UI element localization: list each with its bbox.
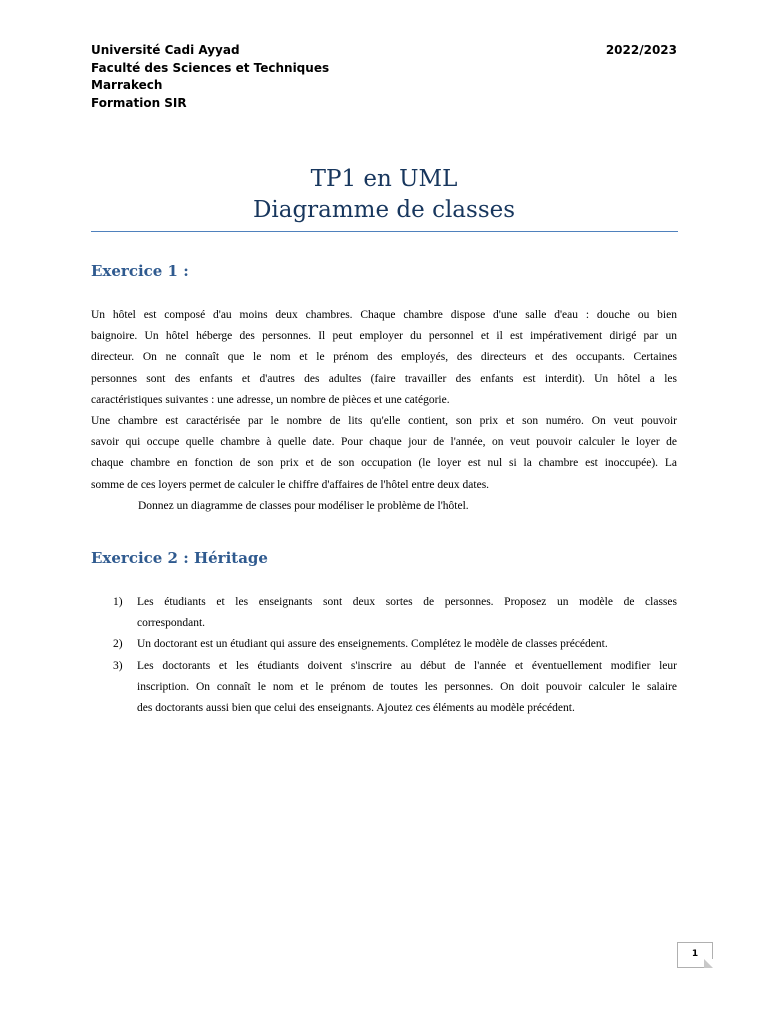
document-title: [0, 164, 768, 226]
list-item-line: Les doctorants et les étudiants doivent s'inscrire au début de l'année et éventuellement modifier leur: [137, 659, 677, 672]
academic-year: 2022/2023: [605, 43, 677, 57]
paragraph-line: chaque chambre en fonction de son prix et de son occupation (le loyer est nul si la chambre est inoccupée). La: [91, 457, 677, 470]
list-item-line: Les étudiants et les enseignants sont deux sortes de personnes. Proposez un modèle de classes: [137, 596, 677, 608]
list-item-line: Un doctorant est un étudiant qui assure des enseignements. Complétez le modèle de classes précédent.: [137, 638, 608, 651]
list-item-number: 3): [113, 659, 123, 672]
page-number: 1: [691, 949, 699, 959]
list-item: [91, 634, 677, 655]
paragraph-line: baignoire. Un hôtel héberge des personnes. Il peut employer du personnel et il est impérativement dirigé par un: [91, 330, 677, 343]
list-item: [91, 592, 677, 634]
exercise-1-text: [91, 305, 677, 517]
page-number-box: [677, 942, 713, 968]
paragraph-line: savoir qui occupe quelle chambre à quelle date. Pour chaque jour de l'année, on veut pouvoir calculer le loyer de: [91, 436, 677, 449]
paragraph-line: directeur. On ne connaît que le nom et le prénom des employés, des directeurs et des occupants. Certaines: [91, 351, 677, 364]
list-item-number: 1): [113, 596, 123, 608]
title-line-2: Diagramme de classes: [252, 197, 516, 223]
exercise-2-list: [91, 592, 677, 719]
paragraph-line: Un hôtel est composé d'au moins deux chambres. Chaque chambre dispose d'une salle d'eau : douche ou bien: [91, 309, 677, 321]
list-item-line: inscription. On connaît le nom et le prénom de toutes les personnes. On doit pouvoir calculer le salaire: [137, 680, 677, 693]
paragraph-line: somme de ces loyers permet de calculer le chiffre d'affaires de l'hôtel entre deux dates.: [91, 478, 490, 491]
university-name: Université Cadi Ayyad: [91, 43, 240, 57]
city-name: Marrakech: [91, 78, 163, 92]
list-item-line: correspondant.: [137, 617, 206, 630]
document-header: [91, 42, 677, 112]
program-name: Formation SIR: [91, 95, 187, 110]
institution-block: [91, 42, 677, 112]
instruction-line: Donnez un diagramme de classes pour modéliser le problème de l'hôtel.: [138, 499, 469, 512]
list-item-line: des doctorants aussi bien que celui des enseignants. Ajoutez ces éléments au modèle précédent.: [137, 701, 575, 714]
list-item-number: 2): [113, 638, 123, 651]
exercise-1-heading: Exercice 1 :: [91, 262, 189, 280]
list-item: [91, 656, 677, 720]
exercise-2-heading: Exercice 2 : Héritage: [91, 549, 268, 567]
paragraph-line: caractéristiques suivantes : une adresse, un nombre de pièces et une catégorie.: [91, 393, 450, 406]
page-fold-icon: [704, 959, 713, 968]
paragraph-line: personnes sont des enfants et d'autres des adultes (faire travailler des enfants est interdit). Un hôtel a les: [91, 372, 677, 385]
paragraph-line: Une chambre est caractérisée par le nombre de lits qu'elle contient, son prix et son numéro. On veut pouvoir: [91, 414, 677, 427]
title-line-1: TP1 en UML: [310, 166, 458, 192]
title-divider: [91, 231, 678, 232]
faculty-name: Faculté des Sciences et Techniques: [91, 60, 330, 75]
